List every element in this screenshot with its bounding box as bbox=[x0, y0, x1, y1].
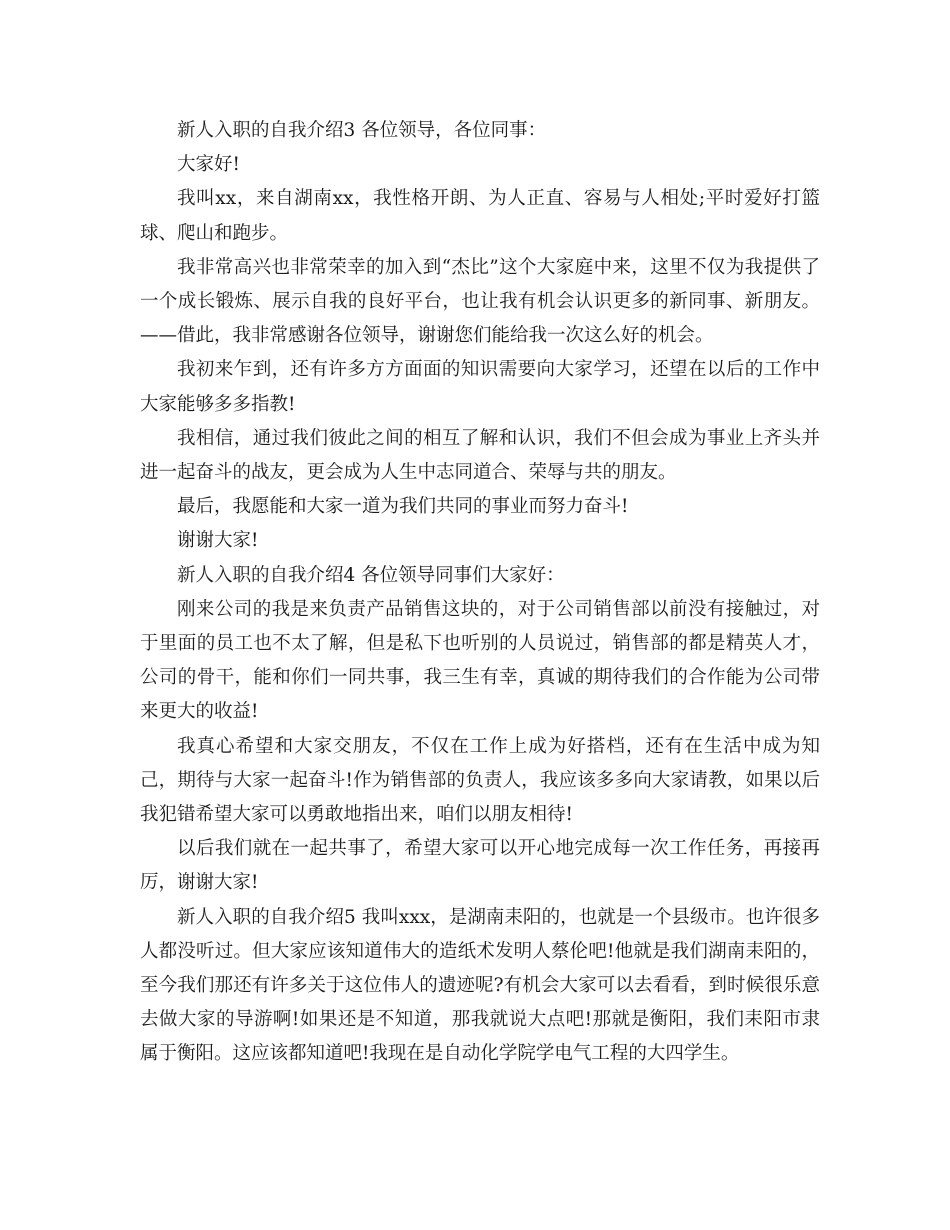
paragraph-greeting: 大家好! bbox=[177, 154, 240, 176]
paragraph-belief: 我相信，通过我们彼此之间的相互了解和认识，我们不但会成为事业上齐头并进一起奋斗的战友，更会成为人生中志同道合、荣辱与共的朋友。 bbox=[140, 427, 820, 484]
paragraph-future-work: 以后我们就在一起共事了，希望大家可以开心地完成每一次工作任务，再接再厉，谢谢大家! bbox=[140, 838, 820, 894]
paragraph-learning: 我初来乍到，还有许多方方面面的知识需要向大家学习，还望在以后的工作中大家能够多多指教! bbox=[140, 359, 820, 415]
paragraph-thanks: 谢谢大家! bbox=[177, 530, 259, 552]
paragraph-sales-role: 刚来公司的我是来负责产品销售这块的，对于公司销售部以前没有接触过，对于里面的员工也不太了解，但是私下也听别的人员说过，销售部的都是精英人才，公司的骨干，能和你们一同共事，我三生有幸，真诚的期待我们的合作能为公司带来更大的收益! bbox=[140, 598, 820, 723]
document-body bbox=[140, 114, 820, 1072]
paragraph-self-intro: 我叫xx，来自湖南xx，我性格开朗、为人正直、容易与人相处;平时爱好打篮球、爬山和跑步。 bbox=[140, 188, 820, 244]
paragraph-intro-5: 新人入职的自我介绍5 我叫xxx，是湖南耒阳的，也就是一个县级市。也许很多人都没听过。但大家应该知道伟大的造纸术发明人蔡伦吧!他就是我们湖南耒阳的，至今我们那还有许多关于这位伟人的遗迹呢?有机会大家可以去看看，到时候很乐意去做大家的导游啊!如果还是不知道，那我就说大点吧!那就是衡阳，我们耒阳市隶属于衡阳。这应该都知道吧!我现在是自动化学院学电气工程的大四学生。 bbox=[140, 906, 820, 1065]
paragraph-finally: 最后，我愿能和大家一道为我们共同的事业而努力奋斗! bbox=[177, 496, 629, 518]
paragraph-intro-4-heading: 新人入职的自我介绍4 各位领导同事们大家好： bbox=[177, 564, 565, 586]
paragraph-joining: 我非常高兴也非常荣幸的加入到“杰比”这个大家庭中来，这里不仅为我提供了一个成长锻炼、展示自我的良好平台，也让我有机会认识更多的新同事、新朋友。——借此，我非常感谢各位领导，谢谢您们能给我一次这么好的机会。 bbox=[140, 256, 820, 347]
paragraph-intro-3-heading: 新人入职的自我介绍3 各位领导，各位同事： bbox=[177, 120, 547, 141]
paragraph-friendship: 我真心希望和大家交朋友，不仅在工作上成为好搭档，还有在生活中成为知己，期待与大家一起奋斗!作为销售部的负责人，我应该多多向大家请教，如果以后我犯错希望大家可以勇敢地指出来，咱们以朋友相待! bbox=[140, 735, 820, 826]
